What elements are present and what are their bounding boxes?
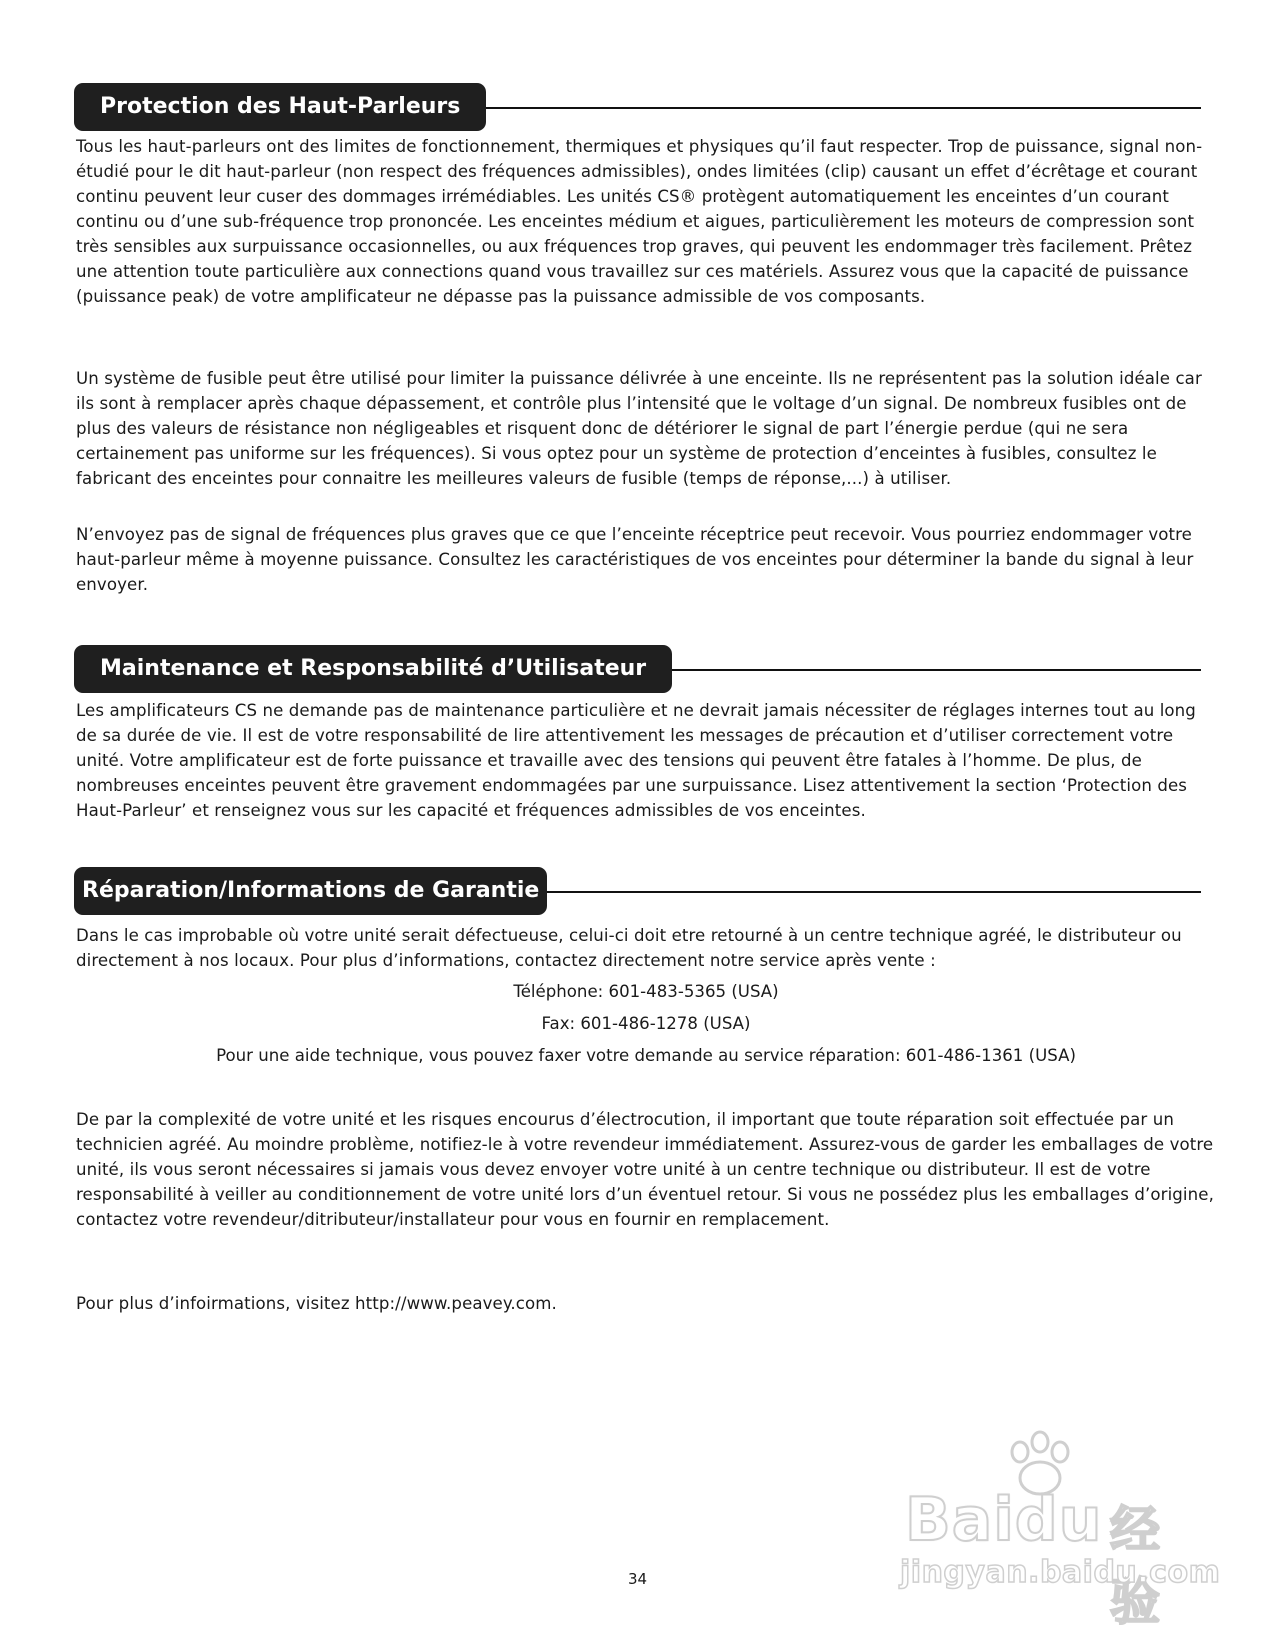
paragraph: Tous les haut-parleurs ont des limites de fonctionnement, thermiques et physiques qu’il faut respecter. Trop de puissance, signal non-étudié pour le dit haut-parleur (non respect des fréquences admissibles), ondes limitées (clip) causant un effet d’écrêtage et courant continu peuvent leur cuser des dommages irrémédiables. Les unités CS® protègent automatiquement les enceintes d’un courant continu ou d’une sub-fréquence trop prononcée. Les enceintes médium et aigues, particulièrement les moteurs de compression sont très sensibles aux surpuissance occasionnelles, ou aux fréquences trop graves, qui peuvent les endommager très facilement. Prêtez une attention toute particulière aux connections quand vous travaillez sur ces matériels. Assurez vous que la capacité de puissance (puissance peak) de votre amplificateur ne dépasse pas la puissance admissible de vos composants. <box>76 137 1203 306</box>
paragraph: De par la complexité de votre unité et les risques encourus d’électrocution, il important que toute réparation soit effectuée par un technicien agréé. Au moindre problème, notifiez-le à votre revendeur immédiatement. Assurez-vous de garder les emballages de votre unité, ils vous seront nécessaires si jamais vous devez envoyer votre unité à un centre technique ou distributeur. Il est de votre responsabilité à veiller au conditionnement de votre unité lors d’un éventuel retour. Si vous ne possédez plus les emballages d’origine, contactez votre revendeur/ditributeur/installateur pour vous en fournir en remplacement. <box>76 1110 1214 1229</box>
baidu-watermark <box>895 1430 1221 1631</box>
phone-line: Téléphone: 601-483-5365 (USA) <box>513 982 779 1001</box>
page-number: 34 <box>627 1570 648 1588</box>
section-header-maintenance <box>74 645 1201 695</box>
paragraph: Dans le cas improbable où votre unité serait défectueuse, celui-ci doit etre retourné à un centre technique agréé, le distributeur ou directement à nos locaux. Pour plus d’informations, contactez directement notre service après vente : <box>76 926 1182 970</box>
section-title: Réparation/Informations de Garantie <box>74 867 547 915</box>
watermark-brand: Baidu <box>905 1485 1103 1555</box>
section-header-protection <box>74 83 1201 133</box>
paragraph: Un système de fusible peut être utilisé pour limiter la puissance délivrée à une enceinte. Ils ne représentent pas la solution idéale car ils sont à remplacer après chaque dépassement, et contrôle plus l’intensité que le voltage d’un signal. De nombreux fusibles ont de plus des valeurs de résistance non négligeables et risquent donc de détériorer le signal de part l’énergie perdue (qui ne sera certainement pas uniforme sur les fréquences). Si vous optez pour un système de protection d’enceintes à fusibles, consultez le fabricant des enceintes pour connaitre les meilleures valeurs de fusible (temps de réponse,...) à utiliser. <box>76 369 1202 488</box>
paragraph: N’envoyez pas de signal de fréquences plus graves que ce que l’enceinte réceptrice peut recevoir. Vous pourriez endommager votre haut-parleur même à moyenne puissance. Consultez les caractéristiques de vos enceintes pour déterminer la bande du signal à leur envoyer. <box>76 525 1194 594</box>
tech-support-line: Pour une aide technique, vous pouvez faxer votre demande au service réparation: 601-486-1361 (USA) <box>216 1046 1076 1065</box>
fax-line: Fax: 601-486-1278 (USA) <box>541 1014 751 1033</box>
website-line: Pour plus d’infoirmations, visitez http://www.peavey.com. <box>76 1294 557 1313</box>
section-title: Maintenance et Responsabilité d’Utilisateur <box>74 645 672 693</box>
section-title: Protection des Haut-Parleurs <box>74 83 486 131</box>
watermark-cn: 经验 <box>1110 1501 1160 1631</box>
paragraph: Les amplificateurs CS ne demande pas de maintenance particulière et ne devrait jamais nécessiter de réglages internes tout au long de sa durée de vie. Il est de votre responsabilité de lire attentivement les messages de précaution et d’utiliser correctement votre unité. Votre amplificateur est de forte puissance et travaille avec des tensions qui peuvent être fatales à l’homme. De plus, de nombreuses enceintes peuvent être gravement endommagées par une surpuissance. Lisez attentivement la section ‘Protection des Haut-Parleur’ et renseignez vous sur les capacité et fréquences admissibles de vos enceintes. <box>76 701 1196 820</box>
section-header-repair <box>74 867 1201 917</box>
watermark-url: jingyan.baidu.com <box>900 1555 1221 1590</box>
